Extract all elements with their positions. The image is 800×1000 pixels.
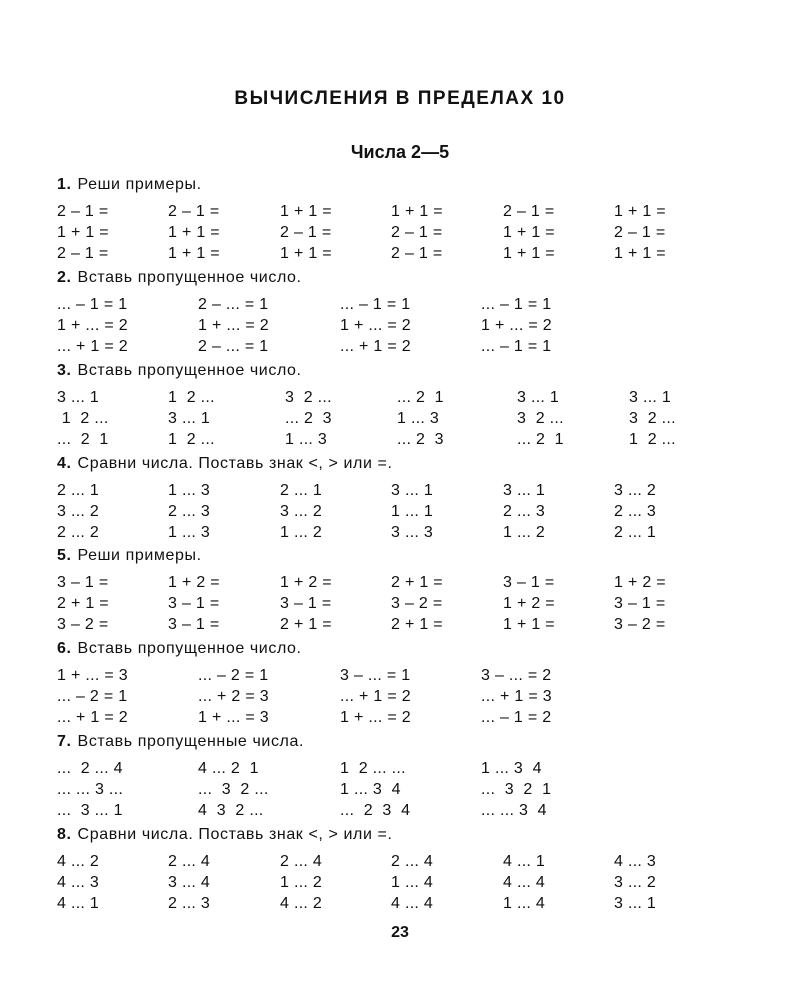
exercise-item: 3 ... 4	[168, 874, 211, 891]
exercise-item: 2 ... 2	[57, 524, 100, 541]
exercise-instruction: Сравни числа. Поставь знак <, > или =.	[77, 826, 393, 843]
exercise-item: ... + 1 = 2	[57, 709, 128, 726]
exercise-item: 3 – 1 =	[168, 595, 220, 612]
exercise-item: ... – 1 = 1	[481, 338, 552, 355]
exercise-item: 4 3 2 ...	[198, 802, 264, 819]
exercise-item: ... – 2 = 1	[198, 667, 269, 684]
exercise-item: 2 + 1 =	[391, 574, 443, 591]
exercise-item: 1 + 2 =	[280, 574, 332, 591]
exercise-item: 1 + 1 =	[503, 616, 555, 633]
exercise-item: 3 2 ...	[517, 410, 564, 427]
exercise-heading	[57, 547, 202, 565]
exercise-item: 1 ... 3	[285, 431, 328, 448]
exercise-item: ... + 1 = 3	[481, 688, 552, 705]
exercise-item: 3 – 1 =	[614, 595, 666, 612]
exercise-item: ... 2 ... 4	[57, 760, 123, 777]
exercise-item: 1 ... 3	[168, 482, 211, 499]
exercise-item: ... – 2 = 1	[57, 688, 128, 705]
exercise-item: ... + 1 = 2	[340, 688, 411, 705]
exercise-item: 1 ... 3	[168, 524, 211, 541]
exercise-item: 2 ... 3	[168, 503, 211, 520]
exercise-number: 2.	[57, 269, 72, 286]
exercise-item: 1 2 ... ...	[340, 760, 406, 777]
exercise-item: 1 + ... = 3	[198, 709, 269, 726]
exercise-number: 4.	[57, 455, 72, 472]
exercise-item: 2 + 1 =	[57, 595, 109, 612]
exercise-item: 2 – 1 =	[391, 245, 443, 262]
exercise-item: 1 + ... = 2	[481, 317, 552, 334]
exercise-instruction: Вставь пропущенное число.	[77, 362, 302, 379]
exercise-item: 2 – ... = 1	[198, 338, 269, 355]
exercise-item: 3 – 1 =	[280, 595, 332, 612]
exercise-item: 1 + 1 =	[503, 224, 555, 241]
exercise-item: 2 – 1 =	[168, 203, 220, 220]
exercise-item: 3 2 ...	[629, 410, 676, 427]
exercise-item: 2 – 1 =	[57, 245, 109, 262]
exercise-item: 1 ... 3	[397, 410, 440, 427]
exercise-item: 1 2 ...	[168, 431, 215, 448]
exercise-item: 3 – 1 =	[503, 574, 555, 591]
exercise-item: ... + 2 = 3	[198, 688, 269, 705]
exercise-item: ... 2 1	[57, 431, 109, 448]
exercise-item: 2 – ... = 1	[198, 296, 269, 313]
exercise-item: 1 ... 2	[280, 524, 323, 541]
exercise-item: 2 – 1 =	[280, 224, 332, 241]
exercise-item: 1 ... 1	[391, 503, 434, 520]
exercise-item: 3 – 1 =	[57, 574, 109, 591]
exercise-item: ... 2 3 4	[340, 802, 411, 819]
exercise-item: 4 ... 3	[614, 853, 657, 870]
exercise-item: 1 + 2 =	[614, 574, 666, 591]
exercise-item: 3 ... 1	[57, 389, 100, 406]
exercise-item: 1 + 1 =	[614, 203, 666, 220]
exercise-heading	[57, 455, 393, 473]
exercise-item: 1 + 2 =	[503, 595, 555, 612]
exercise-item: 2 – 1 =	[57, 203, 109, 220]
exercise-item: 2 ... 3	[168, 895, 211, 912]
exercise-heading	[57, 269, 302, 287]
exercise-item: 3 – 2 =	[391, 595, 443, 612]
exercise-item: ... ... 3 ...	[57, 781, 124, 798]
exercise-item: 3 ... 1	[391, 482, 434, 499]
exercise-instruction: Вставь пропущенное число.	[77, 640, 302, 657]
exercise-instruction: Вставь пропущенное число.	[77, 269, 302, 286]
exercise-item: ... – 1 = 2	[481, 709, 552, 726]
exercise-item: 2 + 1 =	[391, 616, 443, 633]
exercise-item: 1 + 1 =	[168, 245, 220, 262]
exercise-item: ... ... 3 4	[481, 802, 547, 819]
exercise-item: 1 + 2 =	[168, 574, 220, 591]
exercise-item: ... 3 2 ...	[198, 781, 269, 798]
exercise-heading	[57, 640, 302, 658]
exercise-item: 1 + 1 =	[57, 224, 109, 241]
exercise-item: 3 – 2 =	[57, 616, 109, 633]
exercise-item: 2 ... 3	[614, 503, 657, 520]
page-title: ВЫЧИСЛЕНИЯ В ПРЕДЕЛАХ 10	[234, 88, 566, 109]
exercise-item: 4 ... 2 1	[198, 760, 259, 777]
exercise-item: 3 ... 3	[391, 524, 434, 541]
page-subtitle: Числа 2—5	[350, 142, 450, 162]
exercise-number: 7.	[57, 733, 72, 750]
exercise-item: 1 2 ...	[629, 431, 676, 448]
exercise-item: 1 ... 4	[503, 895, 546, 912]
exercise-number: 8.	[57, 826, 72, 843]
exercise-item: ... 2 1	[517, 431, 564, 448]
exercise-instruction: Реши примеры.	[77, 176, 202, 193]
exercise-number: 1.	[57, 176, 72, 193]
exercise-item: 1 + 1 =	[391, 203, 443, 220]
exercise-item: 2 ... 4	[391, 853, 434, 870]
exercise-item: 2 ... 1	[57, 482, 100, 499]
exercise-item: 4 ... 2	[57, 853, 100, 870]
exercise-instruction: Вставь пропущенные числа.	[77, 733, 305, 750]
exercise-item: 1 + ... = 2	[340, 317, 411, 334]
exercise-item: 1 + 1 =	[614, 245, 666, 262]
exercise-item: 2 ... 1	[614, 524, 657, 541]
exercise-item: 2 – 1 =	[391, 224, 443, 241]
exercise-item: 3 – ... = 1	[340, 667, 411, 684]
exercise-item: 1 ... 2	[280, 874, 323, 891]
exercise-heading	[57, 362, 302, 380]
exercise-item: 4 ... 3	[57, 874, 100, 891]
exercise-number: 5.	[57, 547, 72, 564]
exercise-item: 2 – 1 =	[503, 203, 555, 220]
exercise-item: 2 ... 3	[503, 503, 546, 520]
exercise-item: 1 ... 3 4	[481, 760, 542, 777]
exercise-instruction: Сравни числа. Поставь знак <, > или =.	[77, 455, 393, 472]
exercise-item: 4 ... 4	[503, 874, 546, 891]
exercise-item: 4 ... 2	[280, 895, 323, 912]
exercise-item: 2 – 1 =	[614, 224, 666, 241]
exercise-item: ... 3 ... 1	[57, 802, 123, 819]
exercise-item: 1 + 1 =	[503, 245, 555, 262]
exercise-item: ... + 1 = 2	[340, 338, 411, 355]
exercise-number: 6.	[57, 640, 72, 657]
exercise-item: 3 ... 1	[517, 389, 560, 406]
exercise-item: 1 + 1 =	[280, 203, 332, 220]
exercise-heading	[57, 176, 202, 194]
exercise-item: 3 – 2 =	[614, 616, 666, 633]
exercise-item: 4 ... 1	[57, 895, 100, 912]
exercise-item: 4 ... 1	[503, 853, 546, 870]
exercise-item: 2 ... 4	[280, 853, 323, 870]
exercise-item: ... + 1 = 2	[57, 338, 128, 355]
exercise-item: 3 ... 1	[629, 389, 672, 406]
exercise-item: 3 ... 1	[168, 410, 211, 427]
exercise-item: 1 + ... = 2	[340, 709, 411, 726]
exercise-item: 1 ... 3 4	[340, 781, 401, 798]
exercise-item: 3 ... 2	[614, 874, 657, 891]
exercise-heading	[57, 733, 304, 751]
exercise-item: 1 2 ...	[57, 410, 109, 427]
exercise-item: 1 + ... = 2	[198, 317, 269, 334]
exercise-item: 3 2 ...	[285, 389, 332, 406]
exercise-number: 3.	[57, 362, 72, 379]
exercise-item: 1 + ... = 2	[57, 317, 128, 334]
exercise-item: 1 ... 4	[391, 874, 434, 891]
exercise-item: 3 ... 2	[280, 503, 323, 520]
exercise-item: ... 2 1	[397, 389, 444, 406]
exercise-item: ... – 1 = 1	[57, 296, 128, 313]
exercise-item: ... – 1 = 1	[340, 296, 411, 313]
exercise-item: 1 + 1 =	[280, 245, 332, 262]
exercise-item: 3 ... 2	[57, 503, 100, 520]
exercise-item: 1 ... 2	[503, 524, 546, 541]
exercise-item: 1 + ... = 3	[57, 667, 128, 684]
exercise-item: 1 2 ...	[168, 389, 215, 406]
exercise-item: ... 3 2 1	[481, 781, 552, 798]
exercise-item: ... – 1 = 1	[481, 296, 552, 313]
exercise-item: ... 2 3	[397, 431, 444, 448]
exercise-item: 3 ... 1	[614, 895, 657, 912]
exercise-instruction: Реши примеры.	[77, 547, 202, 564]
exercise-item: 3 ... 1	[503, 482, 546, 499]
exercise-item: 2 ... 1	[280, 482, 323, 499]
exercise-item: ... 2 3	[285, 410, 332, 427]
exercise-item: 3 ... 2	[614, 482, 657, 499]
exercise-item: 4 ... 4	[391, 895, 434, 912]
exercise-heading	[57, 826, 393, 844]
exercise-item: 2 + 1 =	[280, 616, 332, 633]
exercise-item: 1 + 1 =	[168, 224, 220, 241]
exercise-item: 3 – 1 =	[168, 616, 220, 633]
exercise-item: 2 ... 4	[168, 853, 211, 870]
exercise-item: 3 – ... = 2	[481, 667, 552, 684]
page-number: 23	[391, 924, 409, 941]
